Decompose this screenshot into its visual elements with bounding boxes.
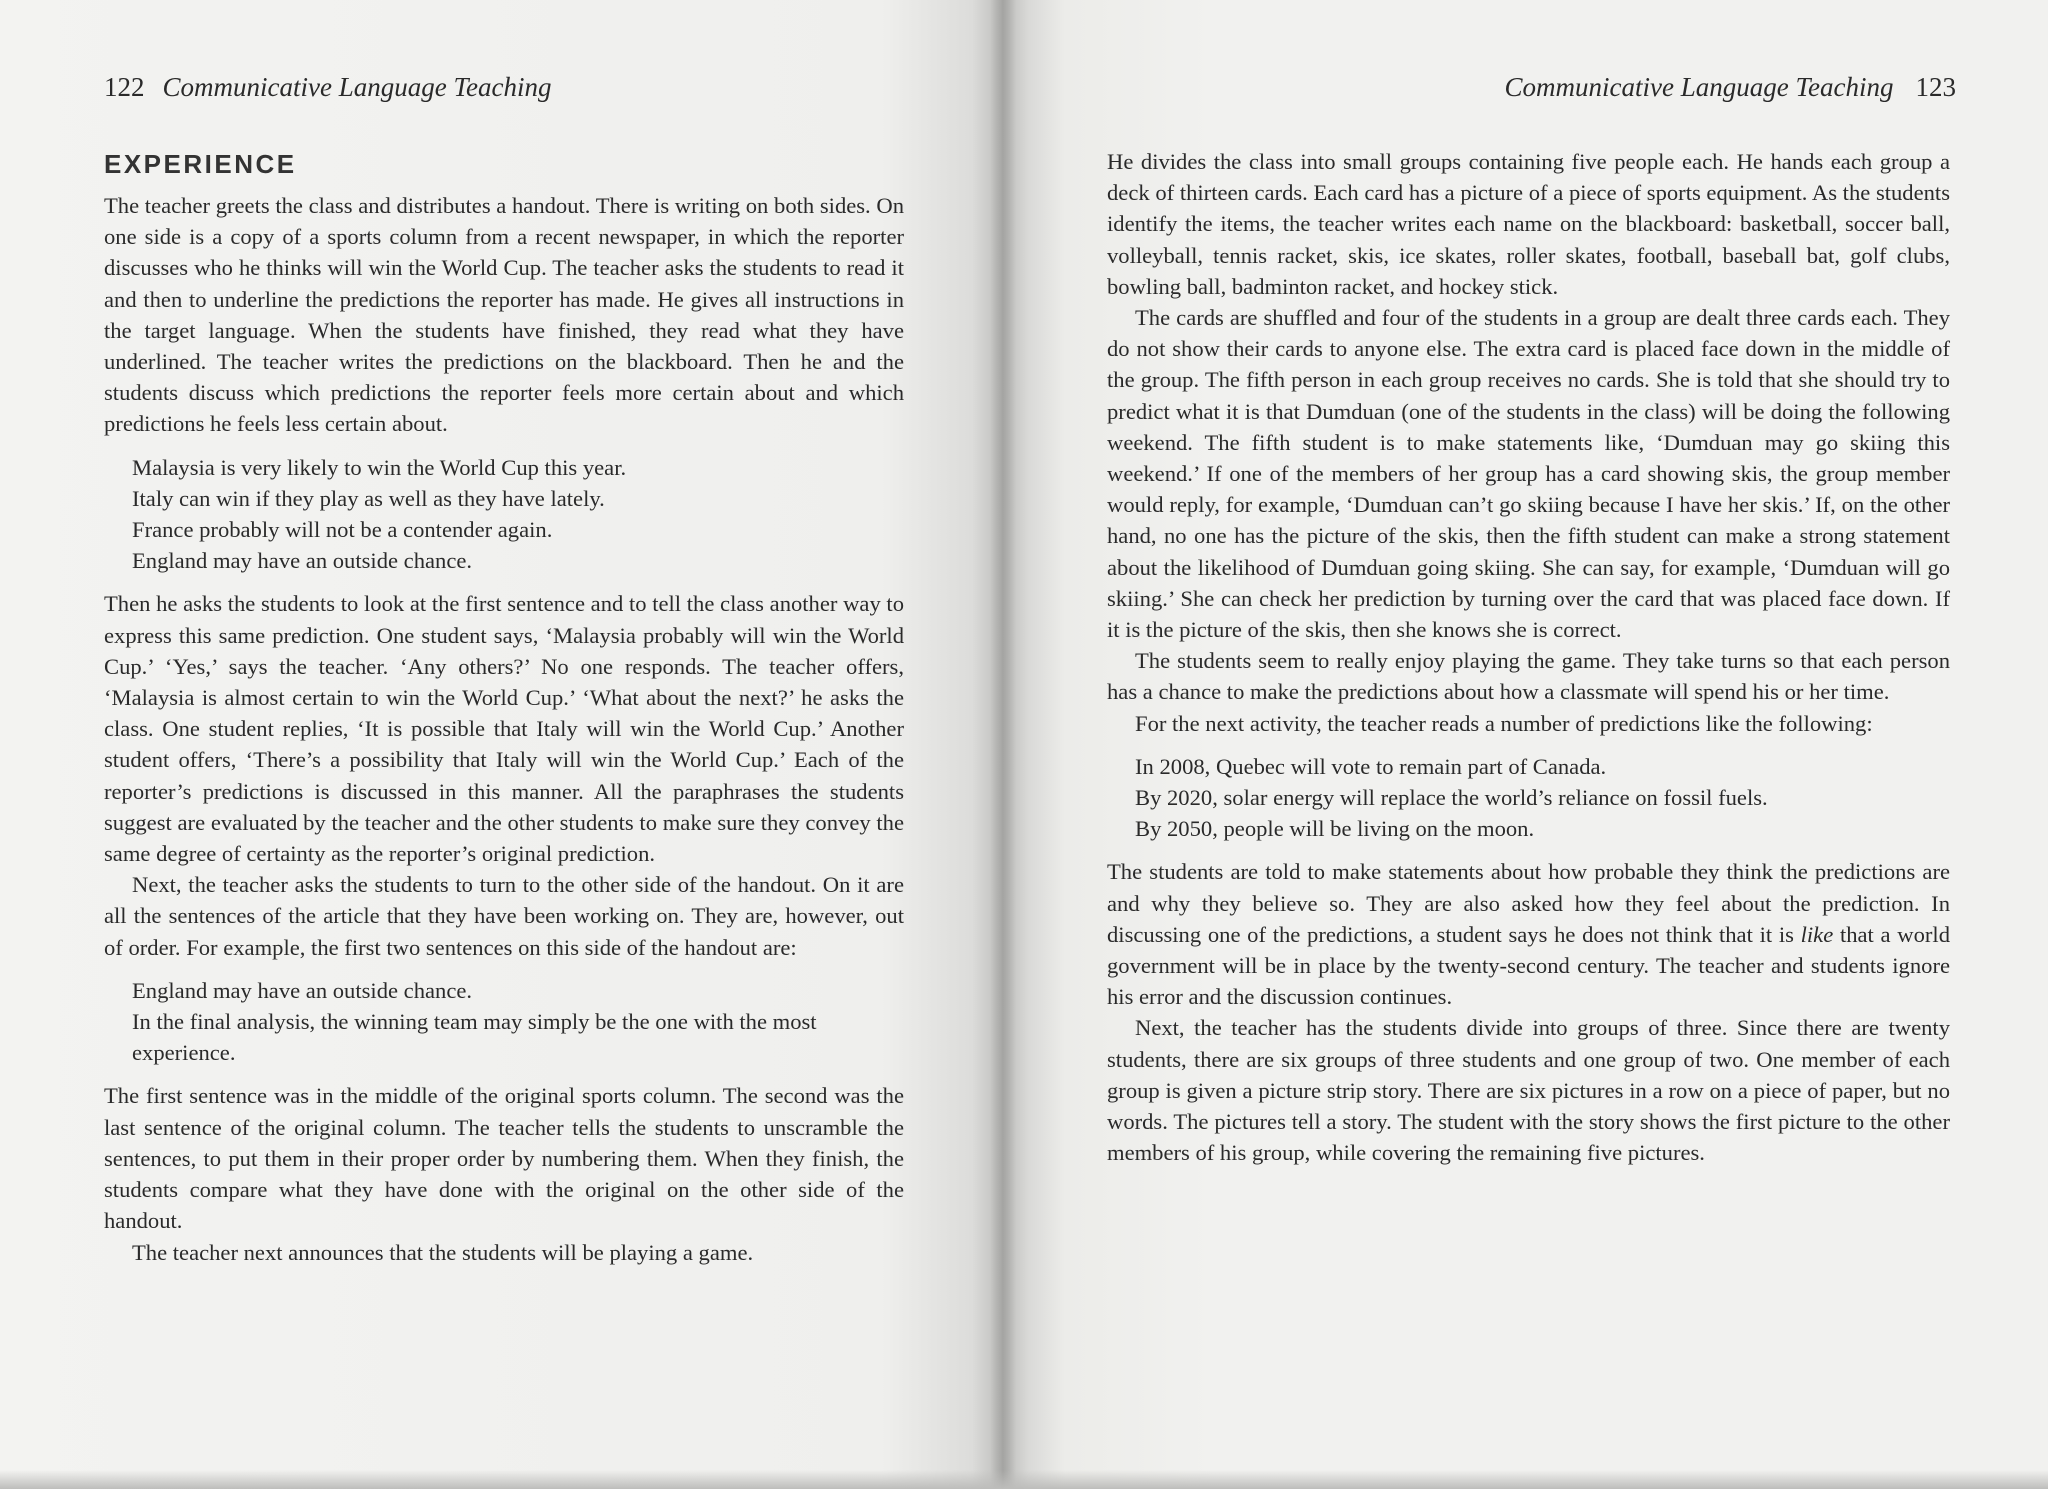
right-paragraph-5 — [1107, 856, 1950, 1012]
right-paragraph-2: The cards are shuffled and four of the students in a group are dealt three cards each. They do not show their cards to anyone else. The extra card is placed face down in the middle of the group. The fifth person in each group receives no cards. She is told that she should try to predict what it is that Dumduan (one of the students in the class) will be doing the following weekend. The fifth student is to make statements like, ‘Dumduan may go skiing this weekend.’ If one of the members of her group has a card showing skis, the group member would reply, for example, ‘Dumduan can’t go skiing because I have her skis.’ If, on the other hand, no one has the picture of the skis, then the fifth student can make a strong statement about the likelihood of Dumduan going skiing. She can say, for example, ‘Dumduan will go skiing.’ She can check her prediction by turning over the card that was placed face down. If it is the picture of the skis, then she knows she is correct. — [1107, 305, 1950, 643]
example-sentence: By 2020, solar energy will replace the world’s reliance on fossil fuels. — [1135, 785, 1768, 811]
right-paragraph-4: For the next activity, the teacher reads a number of predictions like the following: — [1135, 710, 1873, 736]
section-heading: EXPERIENCE — [104, 149, 297, 179]
left-paragraph-3: Next, the teacher asks the students to turn to the other side of the handout. On it are all the sentences of the article that they have been working on. They are, however, out of order. For example, the first two sentences on this side of the handout are: — [104, 872, 904, 960]
example-sentence: England may have an outside chance. — [132, 548, 473, 574]
right-page — [1002, 0, 2048, 1489]
example-sentence: England may have an outside chance. — [132, 977, 473, 1003]
left-page — [0, 0, 1002, 1489]
right-example-list — [1135, 751, 1950, 845]
example-sentence: In the final analysis, the winning team may simply be the one with the most experience. — [132, 1009, 817, 1066]
left-paragraph-5: The teacher next announces that the students will be playing a game. — [132, 1239, 754, 1265]
example-sentence: Italy can win if they play as well as they have lately. — [132, 485, 605, 511]
book-gutter-shadow — [990, 0, 1016, 1489]
right-paragraph-6: Next, the teacher has the students divide into groups of three. Since there are twenty students, there are six groups of three students and one group of two. One member of each group is given a picture strip story. There are six pictures in a row on a piece of paper, but no words. The pictures tell a story. The student with the story shows the first picture to the other members of his group, while covering the remaining five pictures. — [1107, 1015, 1950, 1166]
italic-word: like — [1800, 921, 1834, 947]
right-paragraph-3: The students seem to really enjoy playing the game. They take turns so that each person has a chance to make the predictions about how a classmate will spend his or her time. — [1107, 648, 1950, 705]
right-paragraph-5-start: The students are told to make statements about how probable they think the predictions are and why they believe so. They are also asked how they feel about the prediction. In discussing one of the predictions, a student says he does not think that it is — [1107, 859, 1950, 947]
left-text-column — [104, 148, 904, 1268]
left-example-list-2 — [132, 975, 904, 1069]
example-sentence: By 2050, people will be living on the moon. — [1135, 816, 1535, 842]
example-sentence: Malaysia is very likely to win the World Cup this year. — [132, 454, 627, 480]
left-running-header — [104, 72, 551, 103]
right-paragraph-5-end: that a world government will be in place by the twenty-second century. The teacher and students ignore his error and the discussion continues. — [1107, 921, 1950, 1010]
right-page-number: 123 — [1915, 72, 1956, 102]
bottom-edge-shadow — [0, 1470, 2048, 1489]
left-paragraph-4: The first sentence was in the middle of the original sports column. The second was the last sentence of the original column. The teacher tells the students to unscramble the sentences, to put them in their proper order by numbering them. When they finish, the students compare what they have done with the original on the other side of the handout. — [104, 1083, 904, 1234]
example-sentence: In 2008, Quebec will vote to remain part of Canada. — [1135, 753, 1607, 779]
example-sentence: France probably will not be a contender again. — [132, 517, 553, 543]
right-text-column — [1107, 146, 1950, 1169]
left-running-title: Communicative Language Teaching — [162, 72, 552, 102]
left-paragraph-1: The teacher greets the class and distributes a handout. There is writing on both sides. On one side is a copy of a sports column from a recent newspaper, in which the reporter discusses who he thinks will win the World Cup. The teacher asks the students to read it and then to underline the predictions the reporter has made. He gives all instructions in the target language. When the students have finished, they read what they have underlined. The teacher writes the predictions on the blackboard. Then he and the students discuss which predictions the reporter feels more certain about and which predictions he feels less certain about. — [104, 193, 904, 437]
right-running-title: Communicative Language Teaching — [1504, 72, 1894, 102]
left-page-number: 122 — [104, 72, 145, 102]
right-paragraph-1: He divides the class into small groups containing five people each. He hands each group a deck of thirteen cards. Each card has a picture of a piece of sports equipment. As the students identify the items, the teacher writes each name on the blackboard: basketball, soccer ball, volleyball, tennis racket, skis, ice skates, roller skates, football, baseball bat, golf clubs, bowling ball, badminton racket, and hockey stick. — [1107, 149, 1950, 299]
right-running-header — [1505, 72, 1956, 103]
left-paragraph-2: Then he asks the students to look at the first sentence and to tell the class another way to express this same prediction. One student says, ‘Malaysia probably will win the World Cup.’ ‘Yes,’ says the teacher. ‘Any others?’ No one responds. The teacher offers, ‘Malaysia is almost certain to win the World Cup.’ ‘What about the next?’ he asks the class. One student replies, ‘It is possible that Italy will win the World Cup.’ Another student offers, ‘There’s a possibility that Italy will win the World Cup.’ Each of the reporter’s predictions is discussed in this manner. All the paraphrases the students suggest are evaluated by the teacher and the other students to make sure they convey the same degree of certainty as the reporter’s original prediction. — [104, 591, 904, 867]
left-example-list-1 — [132, 452, 904, 577]
